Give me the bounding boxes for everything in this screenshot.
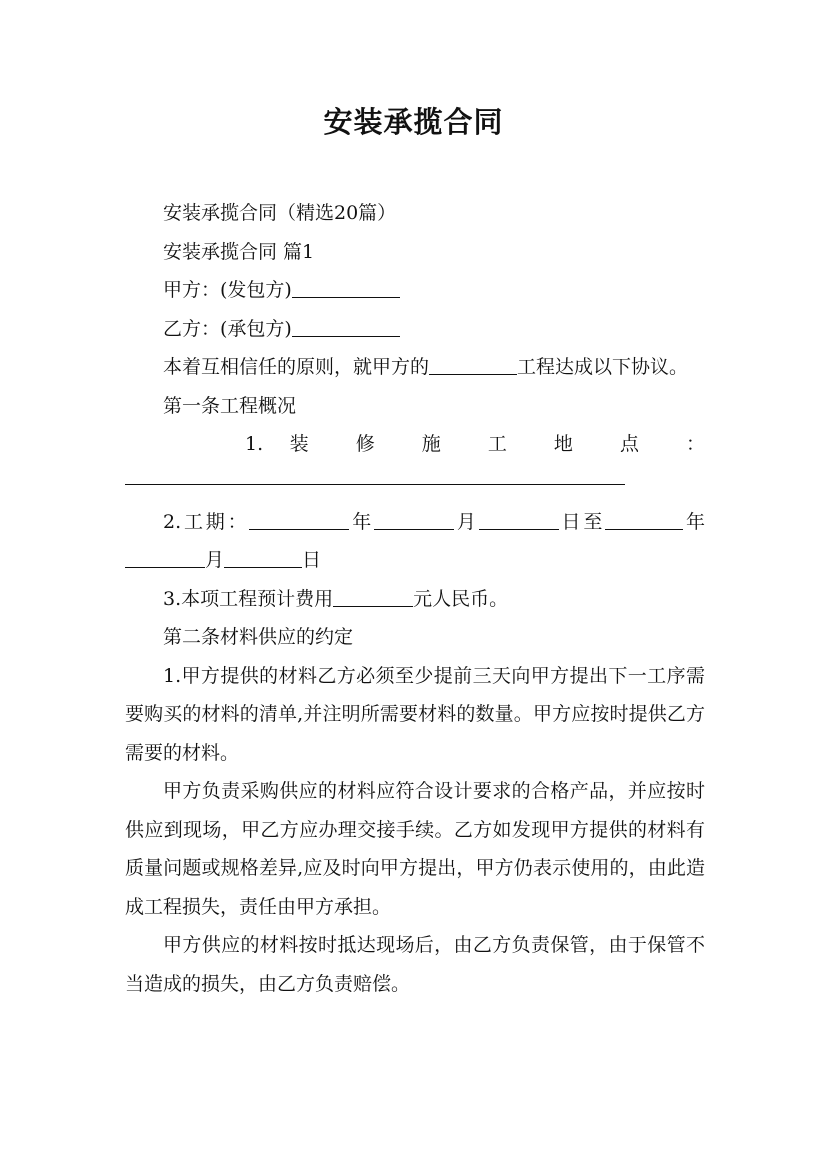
period-label: 2.工期：: [163, 510, 250, 533]
cost-unit: 元人民币。: [413, 587, 509, 610]
intro-text-b: 工程达成以下协议。: [517, 356, 689, 378]
site-line: 1. 装 修 施 工 地 点 ：: [245, 433, 705, 455]
section-heading: 安装承揽合同 篇1: [163, 240, 315, 263]
party-a-line: [125, 271, 705, 310]
day2-label: 日: [302, 549, 322, 571]
document-title: 安装承揽合同: [323, 105, 504, 139]
intro-paragraph: [125, 348, 705, 387]
article-2-heading: 第二条材料供应的约定: [163, 626, 354, 648]
document-body: [125, 194, 705, 1003]
subtitle-paragraph: 安装承揽合同（精选20篇）: [163, 202, 397, 224]
cost-label: 3.本项工程预计费用: [163, 587, 334, 610]
period-paragraph: [125, 503, 705, 580]
period-end-year-blank: [605, 509, 683, 530]
party-b-blank: [292, 316, 400, 337]
month2-label: 月: [205, 549, 225, 571]
period-end-month-blank: [125, 547, 205, 568]
period-start-month-blank: [374, 509, 454, 530]
material-paragraph-3: 甲方供应的材料按时抵达现场后，由乙方负责保管，由于保管不当造成的损失，由乙方负责赔偿。: [125, 934, 705, 995]
cost-paragraph: [125, 580, 705, 619]
party-a-blank: [292, 277, 400, 298]
period-start-day-blank: [479, 509, 559, 530]
year2-label: 年: [683, 510, 705, 533]
article-1-heading: 第一条工程概况: [163, 394, 297, 417]
material-paragraph-1: 1.甲方提供的材料乙方必须至少提前三天向甲方提出下一工序需要购买的材料的清单,并注明所需要材料的数量。甲方应按时提供乙方需要的材料。: [125, 664, 705, 764]
cost-blank: [333, 586, 413, 607]
year-label: 年: [349, 510, 375, 533]
period-start-year-blank: [249, 509, 349, 530]
intro-text-a: 本着互相信任的原则，就甲方的: [163, 356, 430, 378]
month-label: 月: [454, 510, 479, 533]
site-blank: [125, 464, 625, 485]
party-a-label: 甲方：(发包方): [163, 279, 292, 301]
material-paragraph-2: 甲方负责采购供应的材料应符合设计要求的合格产品，并应按时供应到现场，甲乙方应办理交接手续。乙方如发现甲方提供的材料有质量问题或规格差异,应及时向甲方提出，甲方仍表示使用的，由此造成工程损失，责任由甲方承担。: [125, 780, 705, 918]
period-end-day-blank: [224, 547, 302, 568]
party-b-label: 乙方：(承包方): [163, 317, 292, 340]
party-b-line: [125, 310, 705, 349]
day-to-label: 日至: [558, 510, 606, 533]
project-name-blank: [429, 354, 517, 375]
